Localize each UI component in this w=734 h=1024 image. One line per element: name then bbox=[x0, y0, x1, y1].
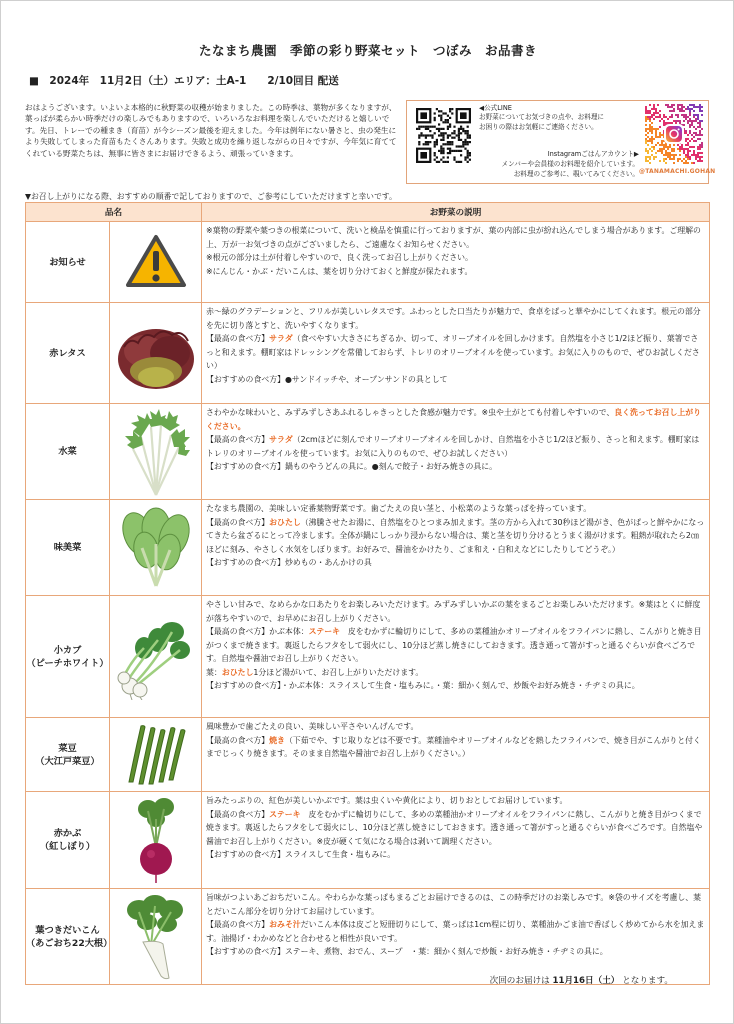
vegetable-name: 葉つきだいこん （あごおち22大根） bbox=[26, 889, 110, 985]
description-text: 【おすすめの食べ方】・かぶ本体：スライスして生食・塩もみに。・葉：細かく刻んで、炒飯やお好み焼き・チヂミの具に。 bbox=[206, 681, 640, 690]
next-delivery-note bbox=[490, 974, 673, 986]
page-title: たなまち農園 季節の彩り野菜セット つぼみ お品書き bbox=[198, 43, 537, 58]
vegetable-name: お知らせ bbox=[26, 222, 110, 303]
recommended-dish: おみそ汁 bbox=[269, 920, 301, 929]
recommended-dish: おひたし bbox=[269, 517, 301, 527]
description-line bbox=[206, 891, 705, 918]
description-text: （食べやすい大きさにちぎるか、切って、オリーブオイルを回しかけます。自然塩を小さじ1/2ほど振り、葉箸でさっと和えます。棚町家はドレッシングを常備しておらず、トレリのオリーブオイルを使っています。お気に入りのもので、ぜひお試しください） bbox=[206, 334, 700, 370]
description-line bbox=[206, 516, 705, 557]
vegetable-description bbox=[202, 792, 710, 889]
vegetable-description bbox=[202, 222, 710, 303]
description-text: 皮をむかずに輪切りにして、多めの菜種油かオリーブオイルをフライパンに熱し、こんがりと焼き目がつくまで焼きます。裏返したらフタをして弱火にし、10分ほど蒸し焼きにしておきます。透き通って箸がすっと通るぐらいが食べごろです。自然塩や醤油でお召し上がりください。※皮が硬くて気になる場合は剥いて調理ください。 bbox=[206, 809, 703, 846]
description-text: 【最高の食べ方】 bbox=[206, 920, 270, 929]
description-text: 【おすすめの食べ方】ステーキ、煮物、おでん、スープ ・葉：細かく刻んで炒飯・お好み焼き・チヂミの具に。 bbox=[206, 947, 608, 956]
description-line bbox=[206, 406, 705, 433]
table-row bbox=[26, 718, 710, 792]
description-text: 【おすすめの食べ方】●サンドイッチや、オープンサンドの具として bbox=[206, 374, 448, 384]
line-label-text-1: お野菜についてお気づきの点や、お料理に bbox=[479, 113, 605, 122]
table-row bbox=[26, 404, 710, 500]
description-text: ※根元の部分は土が付着しやすいので、良く洗ってお召し上がりください。 bbox=[206, 253, 473, 262]
vegetable-description bbox=[202, 718, 710, 792]
table-row bbox=[26, 596, 710, 718]
next-delivery-date: 11月16日（土） bbox=[552, 976, 620, 986]
description-line bbox=[206, 332, 705, 373]
turnip-illustration bbox=[110, 596, 202, 718]
description-line bbox=[206, 460, 705, 474]
description-text: 葉： bbox=[206, 667, 222, 677]
recommended-dish: ステーキ bbox=[269, 809, 301, 819]
description-text: 【おすすめの食べ方】炒めもの・あんかけの具 bbox=[206, 558, 372, 567]
description-line bbox=[206, 373, 705, 387]
greeting-text: おはようございます。いよいよ本格的に秋野菜の収穫が始まりました。この時季は、葉物が多くなりますが、葉っぱが柔らかい時季だけの楽しみでもありますので、いろいろなお料理を楽しんでいただけると嬉しいです。先日、トレーでの種まき（育苗）が今シーズン最後を迎えました。今年は例年にない暑さと、虫の発生により失敗してしまった育苗もたくさんあります。失敗と成功を繰り返しながらの日々ですが、今年気に育ててくれている野菜たちは、無事に皆さまにお届けできるよう、頑張っていきます。 bbox=[25, 103, 397, 158]
instagram-label bbox=[477, 150, 639, 179]
description-text: やさしい甘みで、なめらかな口あたりをお楽しみいただけます。みずみずしいかぶの葉をまるごとお楽しみいただけます。※葉はとくに鮮度が落ちやすいので、お早めにお召し上がりください。 bbox=[206, 600, 701, 623]
description-text: 皮をむかずに輪切りにして、多めの菜種油かオリーブオイルをフライパンに熱し、こんがりと焼き目がつくまで焼きます。裏返したらフタをして弱火にし、10分ほど蒸し焼きにしておきます。透き通って箸がすっと通るぐらいが食べごろです。自然塩や醤油でお召し上がりください。 bbox=[206, 627, 702, 663]
description-line bbox=[206, 251, 705, 265]
description-line bbox=[206, 808, 705, 849]
recommended-dish: サラダ bbox=[269, 334, 293, 343]
recommended-dish: ステーキ bbox=[308, 627, 341, 636]
table-row bbox=[26, 303, 710, 404]
instagram-label-text-1: メンバーや会員様のお料理を紹介しています。 bbox=[501, 159, 639, 168]
order-note: ▼お召し上がりになる際、おすすめの順番で記しておりますので、ご参考にしていただけますと幸いです。 bbox=[25, 192, 397, 201]
vegetable-name: 赤かぶ （紅しぼり） bbox=[26, 792, 110, 889]
table-row bbox=[26, 222, 710, 303]
red-turnip-illustration bbox=[110, 792, 202, 889]
vegetable-name: 水菜 bbox=[26, 404, 110, 500]
description-line bbox=[206, 305, 705, 332]
description-line bbox=[206, 918, 705, 945]
description-line bbox=[206, 734, 705, 761]
mimina-illustration bbox=[110, 500, 202, 596]
description-text: 1分ほど湯がいて、お召し上がりいただけます。 bbox=[253, 667, 424, 677]
vegetable-description bbox=[202, 596, 710, 718]
description-text: 【最高の食べ方】かぶ本体： bbox=[206, 627, 309, 636]
description-line bbox=[206, 433, 705, 460]
description-text: 旨味がつよいあごおちだいこん。やわらかな葉っぱもまるごとお届けできるのは、この時季だけのお楽しみです。※袋のサイズを考慮し、葉とだいこん部分を切り分けてお届けしています。 bbox=[206, 893, 702, 916]
description-text: ※葉物の野菜や葉つきの根菜について、洗いと検品を慎重に行っておりますが、葉の内部に虫が紛れ込んでしまう場合があります。ご理解の上、万が一お気づきの点がございましたら、ご遠慮なくお知らせください。 bbox=[206, 226, 701, 249]
description-text: 【おすすめの食べ方】鍋ものやうどんの具に。●刻んで餃子・お好み焼きの具に。 bbox=[206, 462, 498, 471]
table-row bbox=[26, 889, 710, 985]
line-label-title: ◀公式LINE bbox=[479, 104, 512, 112]
vegetable-name: 小カブ （ピーチホワイト） bbox=[26, 596, 110, 718]
green-bean-illustration bbox=[110, 718, 202, 792]
instagram-label-text-2: お料理のご参考に、覗いてみてください。 bbox=[513, 169, 639, 178]
vegetable-name: 味美菜 bbox=[26, 500, 110, 596]
description-text: 【最高の食べ方】 bbox=[206, 735, 270, 745]
description-text: だいこん本体は皮ごと短冊切りにして、葉っぱは1cm程に切り、菜種油かごま油で香ばしく炒めてから水を加えます。油揚げ・わかめなどと合わせると相性が良いです。 bbox=[206, 920, 705, 943]
recommended-dish: おひたし bbox=[221, 667, 254, 677]
description-text: 旨みたっぷりの、紅色が美しいかぶです。葉は虫くいや黄化により、切りおとしてお届けしています。 bbox=[206, 796, 568, 805]
sns-panel bbox=[406, 100, 716, 184]
description-line bbox=[206, 224, 705, 251]
description-line bbox=[206, 848, 705, 862]
table-row bbox=[26, 792, 710, 889]
column-header-name: 品名 bbox=[26, 203, 202, 222]
description-text: ※にんじん・かぶ・だいこんは、葉を切り分けておくと鮮度が保たれます。 bbox=[206, 266, 473, 276]
next-delivery-suffix: となります。 bbox=[622, 976, 673, 986]
delivery-info: ■ 2024年 11月2日（土）エリア：土A-1 2/10回目 配送 bbox=[29, 75, 339, 87]
vegetable-description bbox=[202, 303, 710, 404]
line-label-text-2: お困りの際はお気軽にご連絡ください。 bbox=[479, 122, 598, 131]
vegetable-name: 赤レタス bbox=[26, 303, 110, 404]
description-line bbox=[206, 265, 705, 279]
vegetable-description bbox=[202, 889, 710, 985]
description-text: たなまち農園の、美味しい定番葉物野菜です。歯ごたえの良い茎と、小松菜のような葉っぱを持っています。 bbox=[206, 504, 592, 513]
description-line bbox=[206, 625, 705, 666]
description-text: 【最高の食べ方】 bbox=[206, 517, 270, 527]
description-text: （2cmほどに刻んでオリーブオリーブオイルを回しかけ、自然塩を小さじ1/2ほど振り、さっと和えます。棚町家はトレリのオリーブオイルを使っています。お気に入りのもので、ぜひお試しください） bbox=[206, 435, 700, 458]
table-header-row bbox=[26, 203, 710, 222]
description-line bbox=[206, 720, 705, 734]
recommended-dish: 良く洗ってお召し上がりください。 bbox=[206, 408, 702, 431]
instagram-qr-icon[interactable] bbox=[645, 104, 703, 164]
description-line bbox=[206, 679, 705, 693]
description-text: 【最高の食べ方】 bbox=[206, 435, 270, 444]
description-text: さわやかな味わいと、みずみずしさあふれるしゃきっとした食感が魅力です。※虫や土がとても付着しやすいので、 bbox=[206, 408, 615, 417]
description-line bbox=[206, 794, 705, 808]
description-text: （下茹でや、すじ取りなどは不要です。菜種油やオリーブオイルなどを熱したフライパンで、焼き目がこんがりと付くまでじっくり焼きます。そのまま自然塩や醤油でお召し上がりください。） bbox=[206, 735, 701, 758]
description-line bbox=[206, 556, 705, 570]
recommended-dish: サラダ bbox=[269, 435, 293, 444]
qr-code-icon[interactable] bbox=[416, 108, 471, 163]
description-line bbox=[206, 945, 705, 959]
vegetable-table bbox=[25, 202, 710, 985]
line-label bbox=[479, 104, 645, 132]
description-line bbox=[206, 502, 705, 516]
vegetable-name: 菜豆 （大江戸菜豆） bbox=[26, 718, 110, 792]
description-text: 【おすすめの食べ方】スライスして生食・塩もみに。 bbox=[206, 850, 396, 859]
daikon-illustration bbox=[110, 889, 202, 985]
description-text: 【最高の食べ方】 bbox=[206, 809, 270, 819]
warning-icon bbox=[110, 222, 202, 303]
description-text: （沸騰させたお湯に、自然塩をひとつまみ加えます。茎の方から入れて30秒ほど湯がき、色がぱっと鮮やかになってきたら盆ざるにとって冷まします。全体が鍋にしっかり浸からない場合は、葉と茎を切り分けるとうまく湯がけます。粗熱が取れたら2㎝ほどに刻み、やさしく水気をしぼります。お好みで、醤油をかけたり、ごま和え・白和えなどにしたりしてどうぞ。） bbox=[206, 517, 705, 554]
red-lettuce-illustration bbox=[110, 303, 202, 404]
next-delivery-prefix: 次回のお届けは bbox=[489, 976, 550, 986]
description-text: 風味豊かで歯ごたえの良い、美味しい平さやいんげんです。 bbox=[206, 722, 419, 731]
table-row bbox=[26, 500, 710, 596]
vegetable-description bbox=[202, 500, 710, 596]
description-text: 【最高の食べ方】 bbox=[206, 334, 270, 343]
recommended-dish: 焼き bbox=[269, 735, 285, 745]
mizuna-illustration bbox=[110, 404, 202, 500]
instagram-handle: @TANAMACHI.GOHAN bbox=[639, 168, 716, 175]
description-text: 赤～緑のグラデーションと、フリルが美しいレタスです。ふわっとした口当たりが魅力で、食卓をぱっと華やかにしてくれます。根元の部分を先に切り落とすと、洗いやすくなります。 bbox=[206, 307, 701, 330]
column-header-description: お野菜の説明 bbox=[202, 203, 710, 222]
vegetable-description bbox=[202, 404, 710, 500]
description-line bbox=[206, 666, 705, 680]
description-line bbox=[206, 598, 705, 625]
instagram-label-title: Instagramごはんアカウント▶ bbox=[547, 150, 639, 158]
